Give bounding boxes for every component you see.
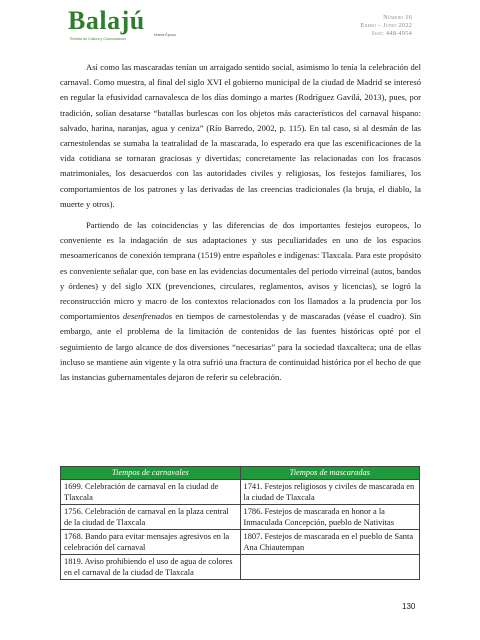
issue-metadata: [360, 14, 412, 38]
journal-logo: [68, 6, 176, 46]
table-row: [61, 530, 420, 555]
table-cell: 1699. Celebración de carnaval en la ciudad de Tlaxcala: [61, 480, 241, 505]
table-cell: 1756. Celebración de carnaval en la plaza central de la ciudad de Tlaxcala: [61, 505, 241, 530]
article-body: [60, 60, 421, 385]
logo-tagline-secondary: Nueva Época: [154, 33, 176, 37]
issue-period: Enero – Junio 2022: [360, 22, 412, 29]
table-header-row: [61, 467, 420, 480]
table-cell: 1741. Festejos religiosos y civiles de mascarada en la ciudad de Tlaxcala: [240, 480, 420, 505]
issue-number: Número 16: [383, 14, 412, 21]
page-header: [0, 0, 480, 60]
table-cell: 1819. Aviso prohibiendo el uso de agua de colores en el carnaval de la ciudad de Tlaxcala: [61, 555, 241, 580]
table-row: [61, 555, 420, 580]
events-table: [60, 466, 420, 580]
emphasis-text: desenfrenados: [122, 311, 173, 322]
table-row: [61, 480, 420, 505]
logo-wordmark: Balajú: [68, 6, 145, 35]
paragraph: Así como las mascaradas tenían un arraigado sentido social, asimismo lo tenía la celebración del carnaval. Como muestra, al final del siglo XVI el gobierno municipal de la ciudad de Madrid se interesó en regular la efusividad carnavalesca de los días domingo a martes (Rodríguez Gavilá, 2013), pues, por tradición, solían desatarse “batallas burlescas con los objetos más característicos del carnaval hispano: salvado, harina, naranjas, agua y ceniza” (Río Barredo, 2002, p. 115). En tal caso, si al desmán de las carnestolendas se sumaba la teatralidad de la mascarada, lo esperado era que las escenificaciones de la vida cotidiana se tornaran graciosas y divertidas; concretamente las relacionadas con los fracasos matrimoniales, los desacuerdos con las autoridades civiles y religiosas, los festejos familiares, los comportamientos de los patrones y las derivadas de las creencias tradicionales (la bruja, el diablo, la muerte y otros).: [60, 62, 421, 209]
table-cell: [240, 555, 420, 580]
table-row: [61, 505, 420, 530]
column-header: Tiempos de mascaradas: [240, 467, 420, 480]
page-number: 130: [402, 602, 416, 611]
logo-tagline: Revista de Cultura y Comunicación: [70, 37, 127, 41]
issn: Issn: 448-4954: [371, 30, 412, 37]
paragraph: Partiendo de las coincidencias y las diferencias de dos importantes festejos europeos, lo conveniente es la indagación de sus adaptaciones y sus peculiaridades en uno de los espacios mesoamericanos de conexión temprana (1519) entre españoles e indígenas: Tlaxcala. Para este propósito es conveniente señalar que, con base en las evidencias documentales del periodo virreinal (autos, bandos y órdenes) y del siglo XIX (prevenciones, circulares, reglamentos, avisos y licencias), se logró la reconstrucción micro y macro de los contextos relacionados con los llamados a la prudencia por los comportamientos desenfrenados en tiempos de carnestolendas y de mascaradas (véase el cuadro). Sin embargo, ante el problema de la limitación de contenidos de las fuentes históricas opté por el seguimiento de largo alcance de dos diversiones “necesarias” para la sociedad tlaxcalteca; una de ellas incluso se mantiene aún vigente y la otra sufrió una fractura de continuidad histórica por el hecho de que las instancias gubernamentales dejaron de referir su celebración.: [60, 220, 421, 383]
table-cell: 1768. Bando para evitar mensajes agresivos en la celebración del carnaval: [61, 530, 241, 555]
column-header: Tiempos de carnavales: [61, 467, 241, 480]
table-cell: 1807. Festejos de mascarada en el pueblo de Santa Ana Chiautempan: [240, 530, 420, 555]
table-cell: 1786. Festejos de mascarada en honor a la Inmaculada Concepción, pueblo de Nativitas: [240, 505, 420, 530]
